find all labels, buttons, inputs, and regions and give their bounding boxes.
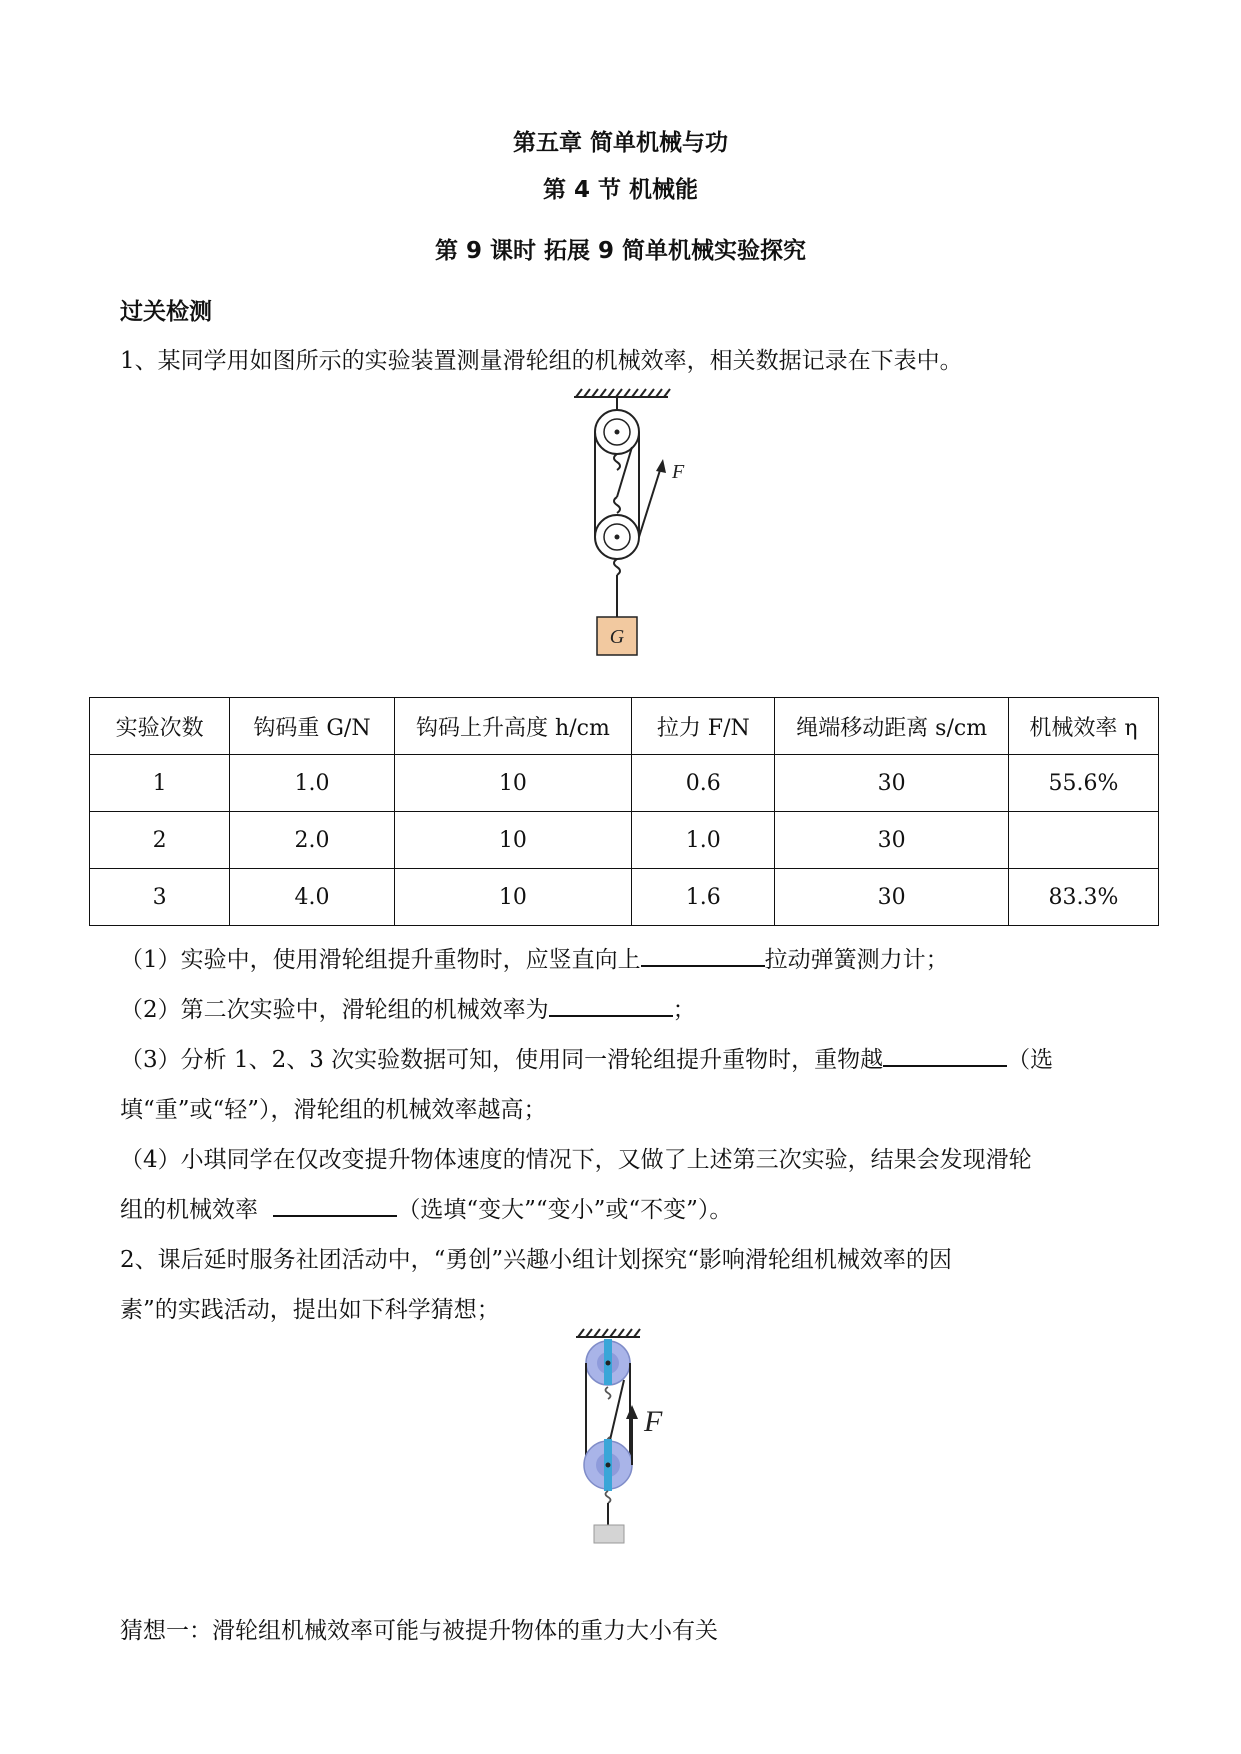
header-cell: 钩码上升高度 h/cm	[394, 698, 632, 755]
q1-sub4: 组的机械效率 （选填“变大”“变小”或“不变”）。	[120, 1191, 732, 1224]
q1-stem: 1、某同学用如图所示的实验装置测量滑轮组的机械效率，相关数据记录在下表中。	[120, 348, 963, 374]
pulley-diagram-2	[570, 1325, 700, 1560]
header-cell: 绳端移动距离 s/cm	[775, 698, 1009, 755]
table-row	[90, 869, 1159, 926]
lesson-title: 第 9 课时 拓展 9 简单机械实验探究	[434, 238, 807, 264]
weight-block	[594, 1525, 624, 1543]
experiment-table	[89, 697, 1159, 926]
header-cell: 钩码重 G/N	[230, 698, 394, 755]
table-cell: 30	[775, 755, 1009, 812]
answer-blank-4[interactable]	[273, 1193, 397, 1217]
table-cell: 1	[90, 755, 230, 812]
table-row	[90, 755, 1159, 812]
q1-sub3: （3）分析 1、2、3 次实验数据可知，使用同一滑轮组提升重物时，重物越 （选	[120, 1041, 1053, 1074]
table-cell: 30	[775, 869, 1009, 926]
table-cell: 0.6	[632, 755, 775, 812]
table-cell: 2	[90, 812, 230, 869]
q1-sub1: （1）实验中，使用滑轮组提升重物时，应竖直向上 拉动弹簧测力计；	[120, 941, 949, 974]
table-cell: 2.0	[230, 812, 394, 869]
header-cell: 实验次数	[90, 698, 230, 755]
q2-guess1: 猜想一：滑轮组机械效率可能与被提升物体的重力大小有关	[120, 1618, 718, 1644]
part-title: 过关检测	[120, 299, 212, 325]
table-cell: 1.0	[632, 812, 775, 869]
table-cell: 55.6%	[1008, 755, 1158, 812]
header-cell: 机械效率 η	[1008, 698, 1158, 755]
section-title: 第 4 节 机械能	[542, 177, 699, 203]
q1-sub3-line2: 填“重”或“轻”），滑轮组的机械效率越高；	[120, 1097, 547, 1123]
ceiling-hatch	[574, 389, 670, 397]
table-cell: 1.0	[230, 755, 394, 812]
table-header-row	[90, 698, 1159, 755]
table-cell: 10	[394, 812, 632, 869]
force-label: F	[644, 1405, 663, 1438]
answer-blank-3[interactable]	[883, 1043, 1007, 1067]
chapter-title: 第五章 简单机械与功	[512, 130, 728, 156]
table-cell: 30	[775, 812, 1009, 869]
q2-line1: 2、课后延时服务社团活动中，“勇创”兴趣小组计划探究“影响滑轮组机械效率的因	[120, 1247, 952, 1273]
q1-sub4-line1: （4）小琪同学在仅改变提升物体速度的情况下，又做了上述第三次实验，结果会发现滑轮	[120, 1147, 1032, 1173]
table-cell-empty	[1008, 812, 1158, 869]
ceiling-hatch	[576, 1329, 640, 1337]
q2-line2: 素”的实践活动，提出如下科学猜想；	[120, 1297, 500, 1323]
force-arrow	[656, 459, 666, 473]
pulley-diagram-1	[560, 385, 700, 660]
answer-blank-2[interactable]	[549, 993, 673, 1017]
table-row	[90, 812, 1159, 869]
table-cell: 10	[394, 869, 632, 926]
table-cell: 1.6	[632, 869, 775, 926]
force-arrow	[626, 1405, 638, 1419]
table-cell: 10	[394, 755, 632, 812]
table-cell: 83.3%	[1008, 869, 1158, 926]
table-cell: 4.0	[230, 869, 394, 926]
table-cell: 3	[90, 869, 230, 926]
answer-blank-1[interactable]	[641, 943, 765, 967]
weight-label: G	[609, 626, 625, 648]
force-label: F	[672, 461, 685, 483]
header-cell: 拉力 F/N	[632, 698, 775, 755]
q1-sub2: （2）第二次实验中，滑轮组的机械效率为 ；	[120, 991, 696, 1024]
